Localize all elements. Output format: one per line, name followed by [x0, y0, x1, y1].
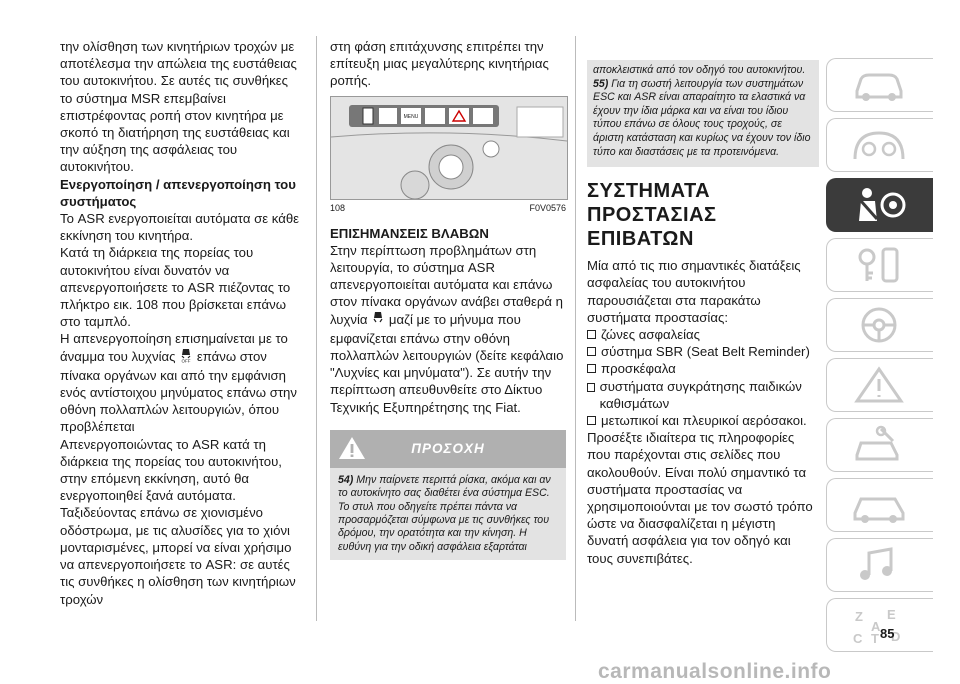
paragraph: Προσέξτε ιδιαίτερα τις πληροφορίες που παρέχονται στις σελίδες που ακολουθούν. Είναι πολύ σημαντικό τα συστήματα προστασίας να χρησιμοποιούνται με τον σωστό τρόπο ώστε να διασφαλίζεται η μέγιστη δυνατή ασφάλεια για τον οδηγό και τους συνεπιβάτες.: [587, 430, 813, 566]
bullet-box-icon: [587, 330, 596, 339]
figure-button-label: MENU: [403, 113, 419, 120]
warning-header: [330, 430, 566, 468]
paragraph: Απενεργοποιώντας το ASR κατά τη διάρκεια της πορείας του αυτοκινήτου, στην επόμενη εκκίνηση, αυτό θα ενεργοποιηθεί ξανά αυτόματα.: [60, 436, 282, 504]
svg-text:A: A: [871, 619, 881, 634]
figure-108-dashboard-buttons: [330, 96, 568, 200]
chapter-tabs: [826, 58, 934, 658]
svg-text:E: E: [887, 607, 896, 622]
paragraph-text: Στην περίπτωση προβλημάτων στη λειτουργία, το σύστημα ASR απενεργοποιείται αυτόματα και επάνω στον πίνακα οργάνων ανάβει σταθερά η λυχνία: [330, 242, 563, 327]
list-item: [587, 326, 819, 343]
paragraph: Ταξιδεύοντας επάνω σε χιονισμένο οδόστρωμα, με τις αλυσίδες για το χιόνι μονταρισμένες, μπορεί να είναι χρήσιμο να απενεργοποιήσετε το ASR: σε αυτές τις συνθήκες η ολίσθηση των κινητήριων τροχών: [60, 505, 296, 607]
maintenance-car-icon: [851, 485, 907, 525]
ignition-key-icon: [851, 245, 907, 285]
section-heading: ΕΠΙΣΗΜΑΝΣΕΙΣ ΒΛΑΒΩΝ: [330, 225, 489, 241]
warning-continuation: [587, 60, 819, 167]
seatbelt-airbag-icon: [851, 185, 907, 225]
figure-caption: [330, 203, 566, 213]
page-number: 85: [880, 626, 895, 641]
list-item-text: μετωπικοί και πλευρικοί αερόσακοι.: [601, 412, 807, 428]
wrench-car-icon: [851, 425, 907, 465]
note-text: Για τη σωστή λειτουργία των συστημάτων ESC και ASR είναι απαραίτητο τα ελαστικά να έχουν την ίδια μάρκα και να είναι του ίδιου τύπου επάνω σε όλους τους τροχούς, σε άριστη κατάσταση και κυρίως να έχουν τον ίδιο τύπο και διαστάσεις με τα προτεινόμενα.: [593, 77, 811, 158]
column-3: [587, 38, 819, 567]
paragraph-text: μαζί με το μήνυμα που εμφανίζεται επάνω στην οθόνη πολλαπλών λειτουργιών (δείτε κεφάλαιο "Λυχνίες και μηνύματα"). Σε αυτήν την περίπτωση απευθυνθείτε στο Δίκτυο Τεχνικής Εξυπηρέτησης της Fiat.: [330, 311, 564, 415]
bullet-box-icon: [587, 364, 596, 373]
paragraph-text: Η απενεργοποίηση επισημαίνεται με το άναμμα του λυχνίας: [60, 331, 288, 364]
column-2: [330, 38, 566, 560]
paragraph: την ολίσθηση των κινητήριων τροχών με αποτέλεσμα την απώλεια της ευστάθειας του αυτοκινήτου. Σε αυτές τις συνθήκες το σύστημα MSR επεμβαίνει επιστρέφοντας ροπή στον κινητήρα με σκοπό τη διατήρηση της ευστάθειας και την αύξηση της ασφάλειας του αυτοκινήτου.: [60, 39, 297, 175]
tab-steering[interactable]: [826, 298, 933, 352]
car-icon: [851, 65, 907, 105]
tab-multimedia[interactable]: [826, 538, 933, 592]
list-item: [587, 412, 819, 429]
tab-safety[interactable]: [826, 178, 933, 232]
paragraph-text: επάνω στον πίνακα οργάνων και από την εμφάνιση ενός αντίστοιχου μηνύματος επάνω στην οθόνη πολλαπλών λειτουργιών, όπου προβλέπεται: [60, 348, 297, 435]
asr-fault-warning-icon: [371, 311, 385, 330]
bullet-box-icon: [587, 383, 595, 392]
list-item-text: συστήματα συγκράτησης παιδικών καθισμάτων: [599, 378, 802, 411]
paragraph: Κατά τη διάρκεια της πορείας του αυτοκινήτου είναι δυνατόν να απενεργοποιήσετε το ASR πιέζοντας το πλήκτρο εικ. 108 που βρίσκεται επάνω στο ταμπλό.: [60, 245, 291, 330]
bullet-box-icon: [587, 347, 596, 356]
svg-text:OFF: OFF: [181, 358, 191, 363]
steering-wheel-icon: [851, 305, 907, 345]
column-divider: [575, 36, 576, 621]
column-divider: [316, 36, 317, 621]
paragraph: [330, 242, 566, 416]
warning-number: 54): [338, 473, 354, 486]
tab-dashboard[interactable]: [826, 118, 933, 172]
asr-off-warning-icon: [179, 348, 193, 367]
paragraph: στη φάση επιτάχυνσης επιτρέπει την επίτευξη μιας μεγαλύτερης κινητήριας ροπής.: [330, 39, 549, 89]
bullet-list: [587, 326, 819, 429]
tab-car[interactable]: [826, 58, 933, 112]
svg-text:D: D: [891, 629, 901, 644]
list-item: [587, 360, 819, 377]
svg-text:C: C: [853, 631, 863, 645]
section-heading: ΣΥΣΤΗΜΑΤΑ ΠΡΟΣΤΑΣΙΑΣ ΕΠΙΒΑΤΩΝ: [587, 180, 717, 251]
paragraph: [60, 330, 300, 435]
note-text: αποκλειστικά από τον οδηγό του αυτοκινήτου.: [593, 64, 806, 76]
tab-technical-data[interactable]: [826, 478, 933, 532]
list-item-text: προσκέφαλα: [601, 361, 676, 377]
section-heading: Ενεργοποίηση / απενεργοποίηση του συστήματος: [60, 176, 296, 209]
dashboard-icon: [851, 125, 907, 165]
figure-code: F0V0576: [529, 202, 566, 213]
svg-text:T: T: [871, 631, 879, 645]
warning-box: [330, 430, 566, 560]
warning-title: ΠΡΟΣΟΧΗ: [411, 440, 485, 456]
tab-emergency[interactable]: [826, 358, 933, 412]
watermark: carmanualsonline.info: [598, 660, 832, 683]
list-item: [587, 378, 819, 412]
multimedia-icon: [851, 545, 907, 585]
paragraph: Το ASR ενεργοποιείται αυτόματα σε κάθε εκκίνηση του κινητήρα.: [60, 211, 300, 244]
warning-body: [330, 468, 566, 560]
column-1: [60, 38, 300, 608]
list-item: [587, 343, 819, 360]
tab-starting-driving[interactable]: [826, 238, 933, 292]
paragraph: Μία από τις πιο σημαντικές διατάξεις ασφαλείας του αυτοκινήτου παρουσιάζεται στα παρακάτω συστήματα προστασίας:: [587, 258, 801, 325]
bullet-box-icon: [587, 416, 596, 425]
tab-index[interactable]: [826, 598, 933, 652]
list-item-text: ζώνες ασφαλείας: [601, 326, 701, 342]
warning-triangle-icon: [851, 365, 907, 405]
figure-number: 108: [330, 202, 346, 213]
note-number: 55): [593, 77, 609, 90]
warning-text: Μην παίρνετε περιττά ρίσκα, ακόμα και αν το αυτοκίνητο σας διαθέτει ένα σύστημα ESC. Το στυλ που οδηγείτε πρέπει πάντα να προσαρμόζεται σύμφωνα με τις συνθήκες του δρόμου, την ορατότητα και την κίνηση. Η ευθύνη για την οδική ασφάλεια εξαρτάται: [338, 473, 551, 553]
svg-text:Z: Z: [855, 609, 863, 624]
tab-maintenance[interactable]: [826, 418, 933, 472]
index-letters-icon: [851, 605, 907, 645]
list-item-text: σύστημα SBR (Seat Belt Reminder): [601, 344, 810, 360]
